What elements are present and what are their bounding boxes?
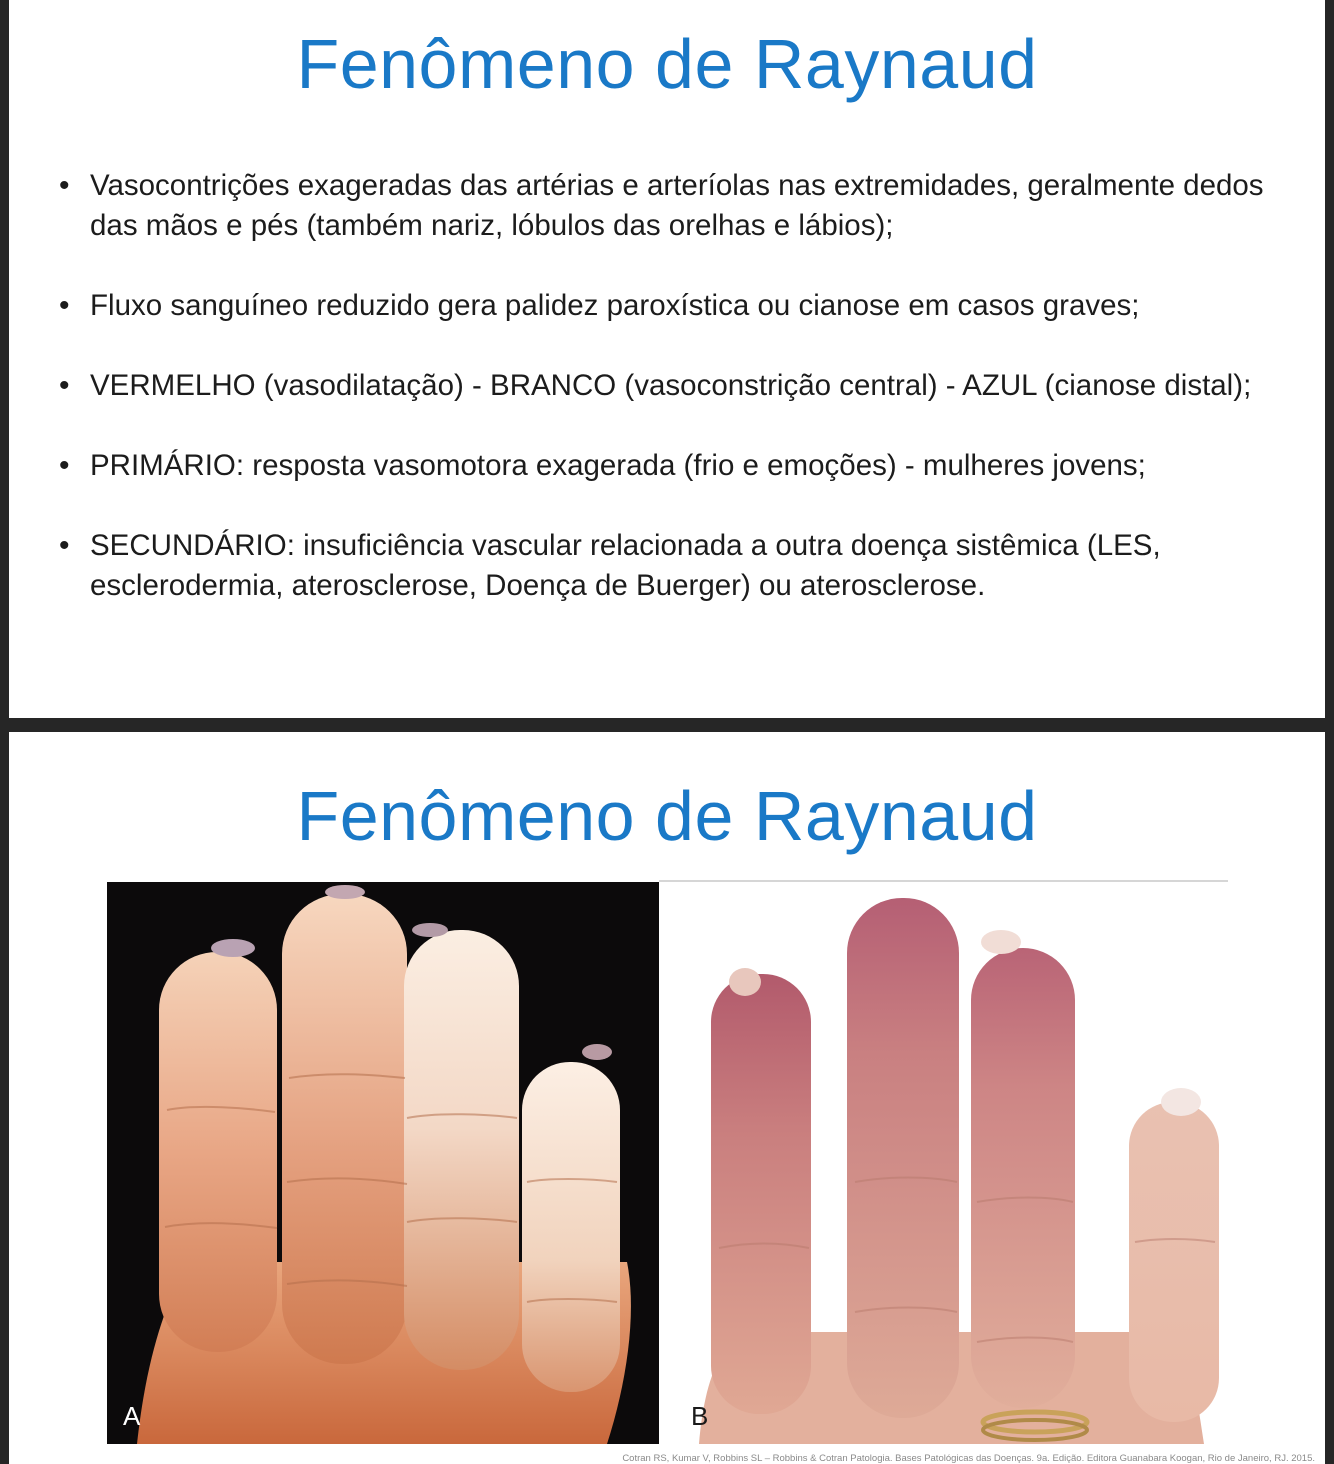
panel-label-a: A bbox=[123, 1401, 141, 1431]
bullet-text: VERMELHO (vasodilatação) - BRANCO (vasoconstrição central) - AZUL (cianose distal); bbox=[90, 369, 1252, 402]
hand-cyanotic-fingers-image bbox=[659, 882, 1228, 1444]
slide-2 bbox=[9, 732, 1325, 1464]
bullet-dot-icon: • bbox=[59, 369, 70, 402]
bullet-list bbox=[57, 166, 1319, 606]
slide-title: Fenômeno de Raynaud bbox=[296, 777, 1038, 855]
bullet-text: SECUNDÁRIO: insuficiência vascular relacionada a outra doença sistêmica (LES, esclerodermia, aterosclerose, Doença de Buerger) ou aterosclerose. bbox=[90, 529, 1161, 602]
panel-label-b: B bbox=[691, 1401, 709, 1431]
bullet-text: Vasocontrições exageradas das artérias e arteríolas nas extremidades, geralmente dedos das mãos e pés (também nariz, lóbulos das orelhas e lábios); bbox=[90, 169, 1264, 242]
bullet-dot-icon: • bbox=[59, 169, 70, 202]
bullet-item bbox=[57, 166, 1319, 246]
bullet-item bbox=[57, 366, 1319, 406]
bullet-dot-icon: • bbox=[59, 289, 70, 322]
bullet-item bbox=[57, 286, 1319, 326]
bullet-item bbox=[57, 526, 1319, 606]
bullet-text: PRIMÁRIO: resposta vasomotora exagerada (frio e emoções) - mulheres jovens; bbox=[90, 449, 1146, 482]
bullet-item bbox=[57, 446, 1319, 486]
hand-pale-fingers-image bbox=[107, 882, 659, 1444]
figure-citation: Cotran RS, Kumar V, Robbins SL – Robbins & Cotran Patologia. Bases Patológicas das Doenças. 9a. Edição. Editora Guanabara Koogan, Rio de Janeiro, RJ. 2015. bbox=[622, 1453, 1315, 1464]
bullet-dot-icon: • bbox=[59, 529, 70, 562]
slide-title: Fenômeno de Raynaud bbox=[296, 25, 1038, 103]
bullet-dot-icon: • bbox=[59, 449, 70, 482]
hand-photo-a bbox=[107, 882, 659, 1444]
slide-1 bbox=[9, 0, 1325, 718]
bullet-text: Fluxo sanguíneo reduzido gera palidez paroxística ou cianose em casos graves; bbox=[90, 289, 1140, 322]
hand-photo-b bbox=[659, 882, 1228, 1444]
